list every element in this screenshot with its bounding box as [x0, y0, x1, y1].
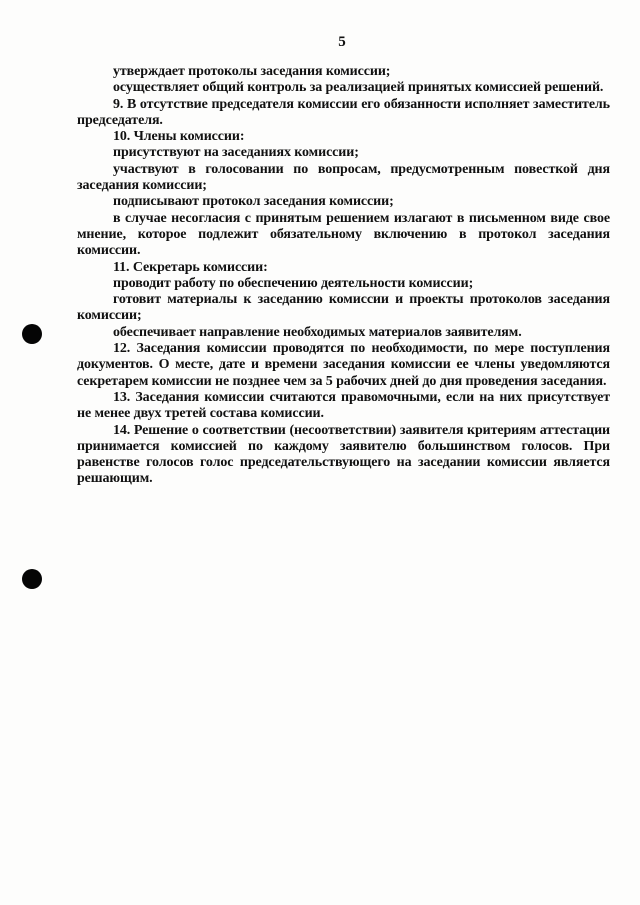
paragraph: проводит работу по обеспечению деятельности комиссии;: [113, 275, 474, 291]
paragraph: утверждает протоколы заседания комиссии;: [113, 64, 391, 79]
paragraph: 14. Решение о соответствии (несоответствии) заявителя критериям аттестации принимается комиссией по каждому заявителю большинством голосов. При равенстве голосов голос председательствующего на заседании комиссии является решающим.: [77, 422, 610, 487]
paragraph: подписывают протокол заседания комиссии;: [113, 194, 394, 210]
paragraph: присутствуют на заседаниях комиссии;: [113, 145, 359, 161]
paragraph: 9. В отсутствие председателя комиссии его обязанности исполняет заместитель председателя.: [77, 96, 610, 128]
punch-hole-mark: [22, 569, 42, 589]
punch-hole-mark: [22, 324, 42, 344]
paragraph: готовит материалы к заседанию комиссии и проекты протоколов заседания комиссии;: [77, 292, 610, 324]
paragraph: 10. Члены комиссии:: [113, 129, 245, 145]
paragraph: 12. Заседания комиссии проводятся по необходимости, по мере поступления документов. О месте, дате и времени заседания комиссии ее члены уведомляются секретарем комиссии не позднее чем за 5 рабочих дней до дня проведения заседания.: [77, 341, 610, 389]
paragraph: осуществляет общий контроль за реализацией принятых комиссией решений.: [113, 80, 604, 96]
paragraph: обеспечивает направление необходимых материалов заявителям.: [113, 324, 522, 340]
paragraph: в случае несогласия с принятым решением излагают в письменном виде свое мнение, которое подлежит обязательному включению в протокол заседания комиссии.: [77, 210, 610, 259]
paragraph: 13. Заседания комиссии считаются правомочными, если на них присутствует не менее двух третей состава комиссии.: [77, 389, 610, 422]
paragraph: участвуют в голосовании по вопросам, предусмотренным повесткой дня заседания комиссии;: [77, 161, 610, 194]
paragraph: 11. Секретарь комиссии:: [113, 259, 268, 275]
page-number: 5: [338, 34, 346, 50]
document-body: [77, 64, 610, 488]
